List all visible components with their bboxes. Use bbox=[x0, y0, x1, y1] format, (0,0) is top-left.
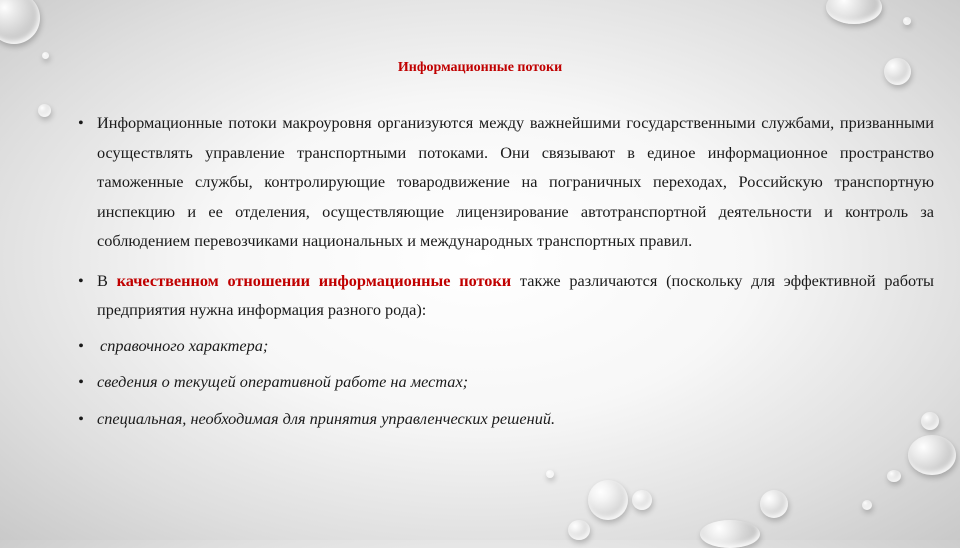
water-drop bbox=[0, 0, 40, 44]
bullet-dot: • bbox=[78, 372, 84, 391]
paragraph-text: Информационные потоки макроуровня организуются между важнейшими государственными службами, призванными осуществлять управление транспортными потоками. Они связывают в единое информационное пространство таможенные службы, контролирующие товародвижение на пограничных переходах, Российскую транспортную инспекцию и ее отделения, осуществляющие лицензирование автотранспортной деятельности и контроль за соблюдением перевозчиками национальных и международных транспортных правил. bbox=[97, 113, 934, 250]
bullet-dot: • bbox=[78, 113, 84, 132]
water-drop bbox=[862, 500, 872, 510]
water-drop bbox=[588, 480, 628, 520]
bullet-dot: • bbox=[78, 270, 84, 290]
water-drop bbox=[546, 470, 554, 478]
paragraph-prefix: В bbox=[97, 270, 108, 290]
water-drop bbox=[42, 52, 49, 59]
water-drop bbox=[632, 490, 652, 510]
list-item-text: справочного характера; bbox=[100, 335, 269, 355]
highlighted-phrase: качественном отношении информационные потоки bbox=[116, 270, 512, 290]
list-item bbox=[78, 404, 934, 434]
water-drop bbox=[908, 435, 956, 475]
water-drop bbox=[700, 520, 760, 548]
water-drop bbox=[903, 17, 911, 25]
bullet-paragraph bbox=[78, 108, 934, 256]
list-item-text: специальная, необходимая для принятия управленческих решений. bbox=[97, 408, 556, 428]
slide-title: Информационные потоки bbox=[397, 60, 563, 75]
slide-body bbox=[78, 108, 934, 440]
list-item bbox=[78, 367, 934, 397]
list-item bbox=[78, 331, 934, 361]
paragraph-suffix: также различаются (поскольку для эффективной работы предприятия нужна информация разного рода): bbox=[97, 270, 934, 319]
water-drop bbox=[760, 490, 788, 518]
water-drop bbox=[568, 520, 590, 540]
list-item-text: сведения о текущей оперативной работе на местах; bbox=[97, 372, 469, 391]
water-drop bbox=[38, 104, 51, 117]
bullet-paragraph bbox=[78, 266, 934, 325]
water-drop bbox=[887, 470, 901, 482]
water-drop bbox=[826, 0, 882, 24]
bullet-dot: • bbox=[78, 335, 84, 355]
bullet-dot: • bbox=[78, 408, 84, 428]
